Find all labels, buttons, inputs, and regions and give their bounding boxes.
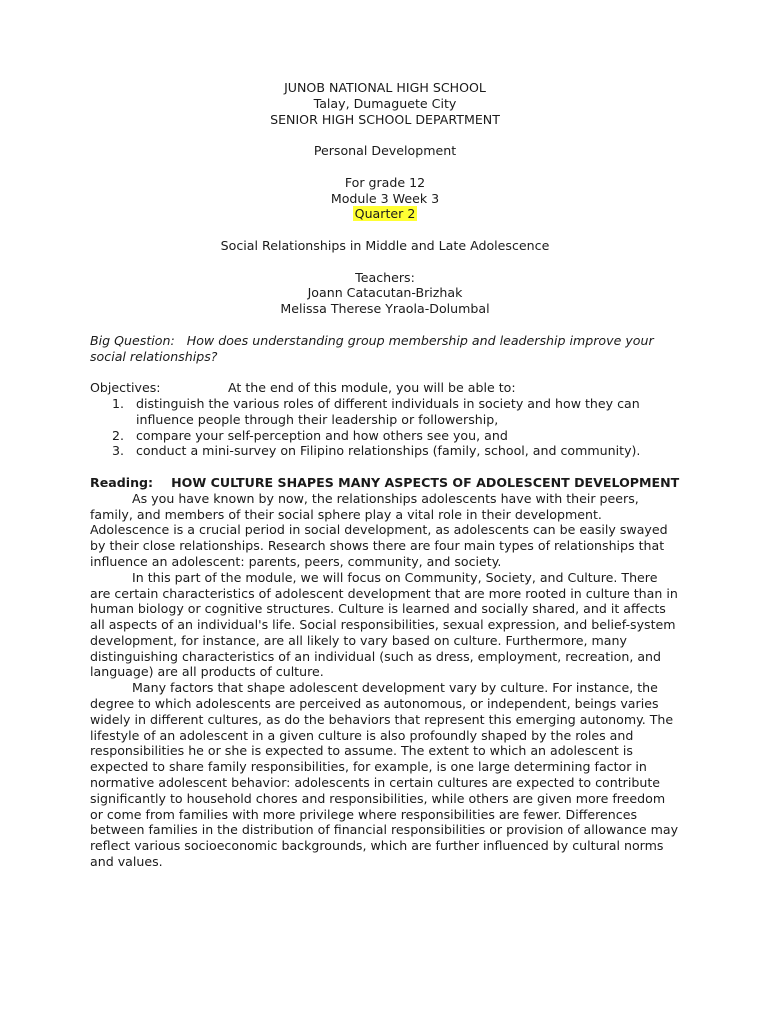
reading-title: HOW CULTURE SHAPES MANY ASPECTS OF ADOLESCENT DEVELOPMENT <box>171 474 680 490</box>
objectives-label: Objectives: <box>90 380 161 396</box>
objective-item: 1. distinguish the various roles of different individuals in society and how they can influence people through their leadership or followership, <box>128 396 680 428</box>
reading-section <box>90 475 680 870</box>
objectives-intro: At the end of this module, you will be able to: <box>228 380 516 396</box>
objective-item: 3. conduct a mini-survey on Filipino relationships (family, school, and community). <box>128 443 680 459</box>
big-question-text: How does understanding group membership and leadership improve your social relationships? <box>90 332 654 364</box>
document-header <box>90 80 680 317</box>
teacher-name: Joann Catacutan-Brizhak <box>307 285 463 301</box>
big-question <box>90 333 680 365</box>
objectives-list <box>90 396 680 459</box>
document-page <box>90 80 680 870</box>
big-question-label: Big Question: <box>90 332 175 348</box>
school-name: JUNOB NATIONAL HIGH SCHOOL <box>284 80 486 95</box>
teachers-label: Teachers: <box>355 269 415 285</box>
school-address: Talay, Dumaguete City <box>313 95 457 111</box>
teacher-name: Melissa Therese Yraola-Dolumbal <box>280 301 490 317</box>
module-topic: Social Relationships in Middle and Late Adolescence <box>220 237 550 253</box>
grade-level: For grade 12 <box>344 174 426 190</box>
reading-paragraph: In this part of the module, we will focus on Community, Society, and Culture. There are certain characteristics of adolescent development that are more rooted in culture than in human biology or cognitive structures. Culture is learned and socially shared, and it affects all aspects of an individual's life. Social responsibilities, sexual expression, and belief-system development, for instance, are all likely to vary based on culture. Furthermore, many distinguishing characteristics of an individual (such as dress, employment, recreation, and language) are all products of culture. <box>90 569 678 680</box>
reading-paragraph: As you have known by now, the relationships adolescents have with their peers, family, and members of their social sphere play a vital role in their development. Adolescence is a crucial period in social development, as adolescents can be easily swayed by their close relationships. Research shows there are four main types of relationships that influence an adolescent: parents, peers, community, and society. <box>90 490 668 569</box>
module-week: Module 3 Week 3 <box>330 190 440 206</box>
reading-paragraph: Many factors that shape adolescent development vary by culture. For instance, the degree to which adolescents are perceived as autonomous, or independent, beings varies widely in different cultures, as do the behaviors that represent this emerging autonomy. The lifestyle of an adolescent in a given culture is also profoundly shaped by the roles and responsibilities he or she is expected to assume. The extent to which an adolescent is expected to share family responsibilities, for example, is one large determining factor in normative adolescent behavior: adolescents in certain cultures are expected to contribute significantly to household chores and responsibilities, while others are given more freedom or come from families with more privilege where responsibilities are fewer. Differences between families in the distribution of financial responsibilities or provision of allowance may reflect various socioeconomic backgrounds, which are further influenced by cultural norms and values. <box>90 680 679 870</box>
reading-heading <box>90 475 680 491</box>
department-name: SENIOR HIGH SCHOOL DEPARTMENT <box>270 111 500 127</box>
objective-item: 2. compare your self-perception and how others see you, and <box>128 428 680 444</box>
quarter-highlight: Quarter 2 <box>354 206 416 222</box>
reading-label: Reading: <box>90 474 154 490</box>
subject-title: Personal Development <box>313 143 457 159</box>
objectives-section <box>90 380 680 459</box>
